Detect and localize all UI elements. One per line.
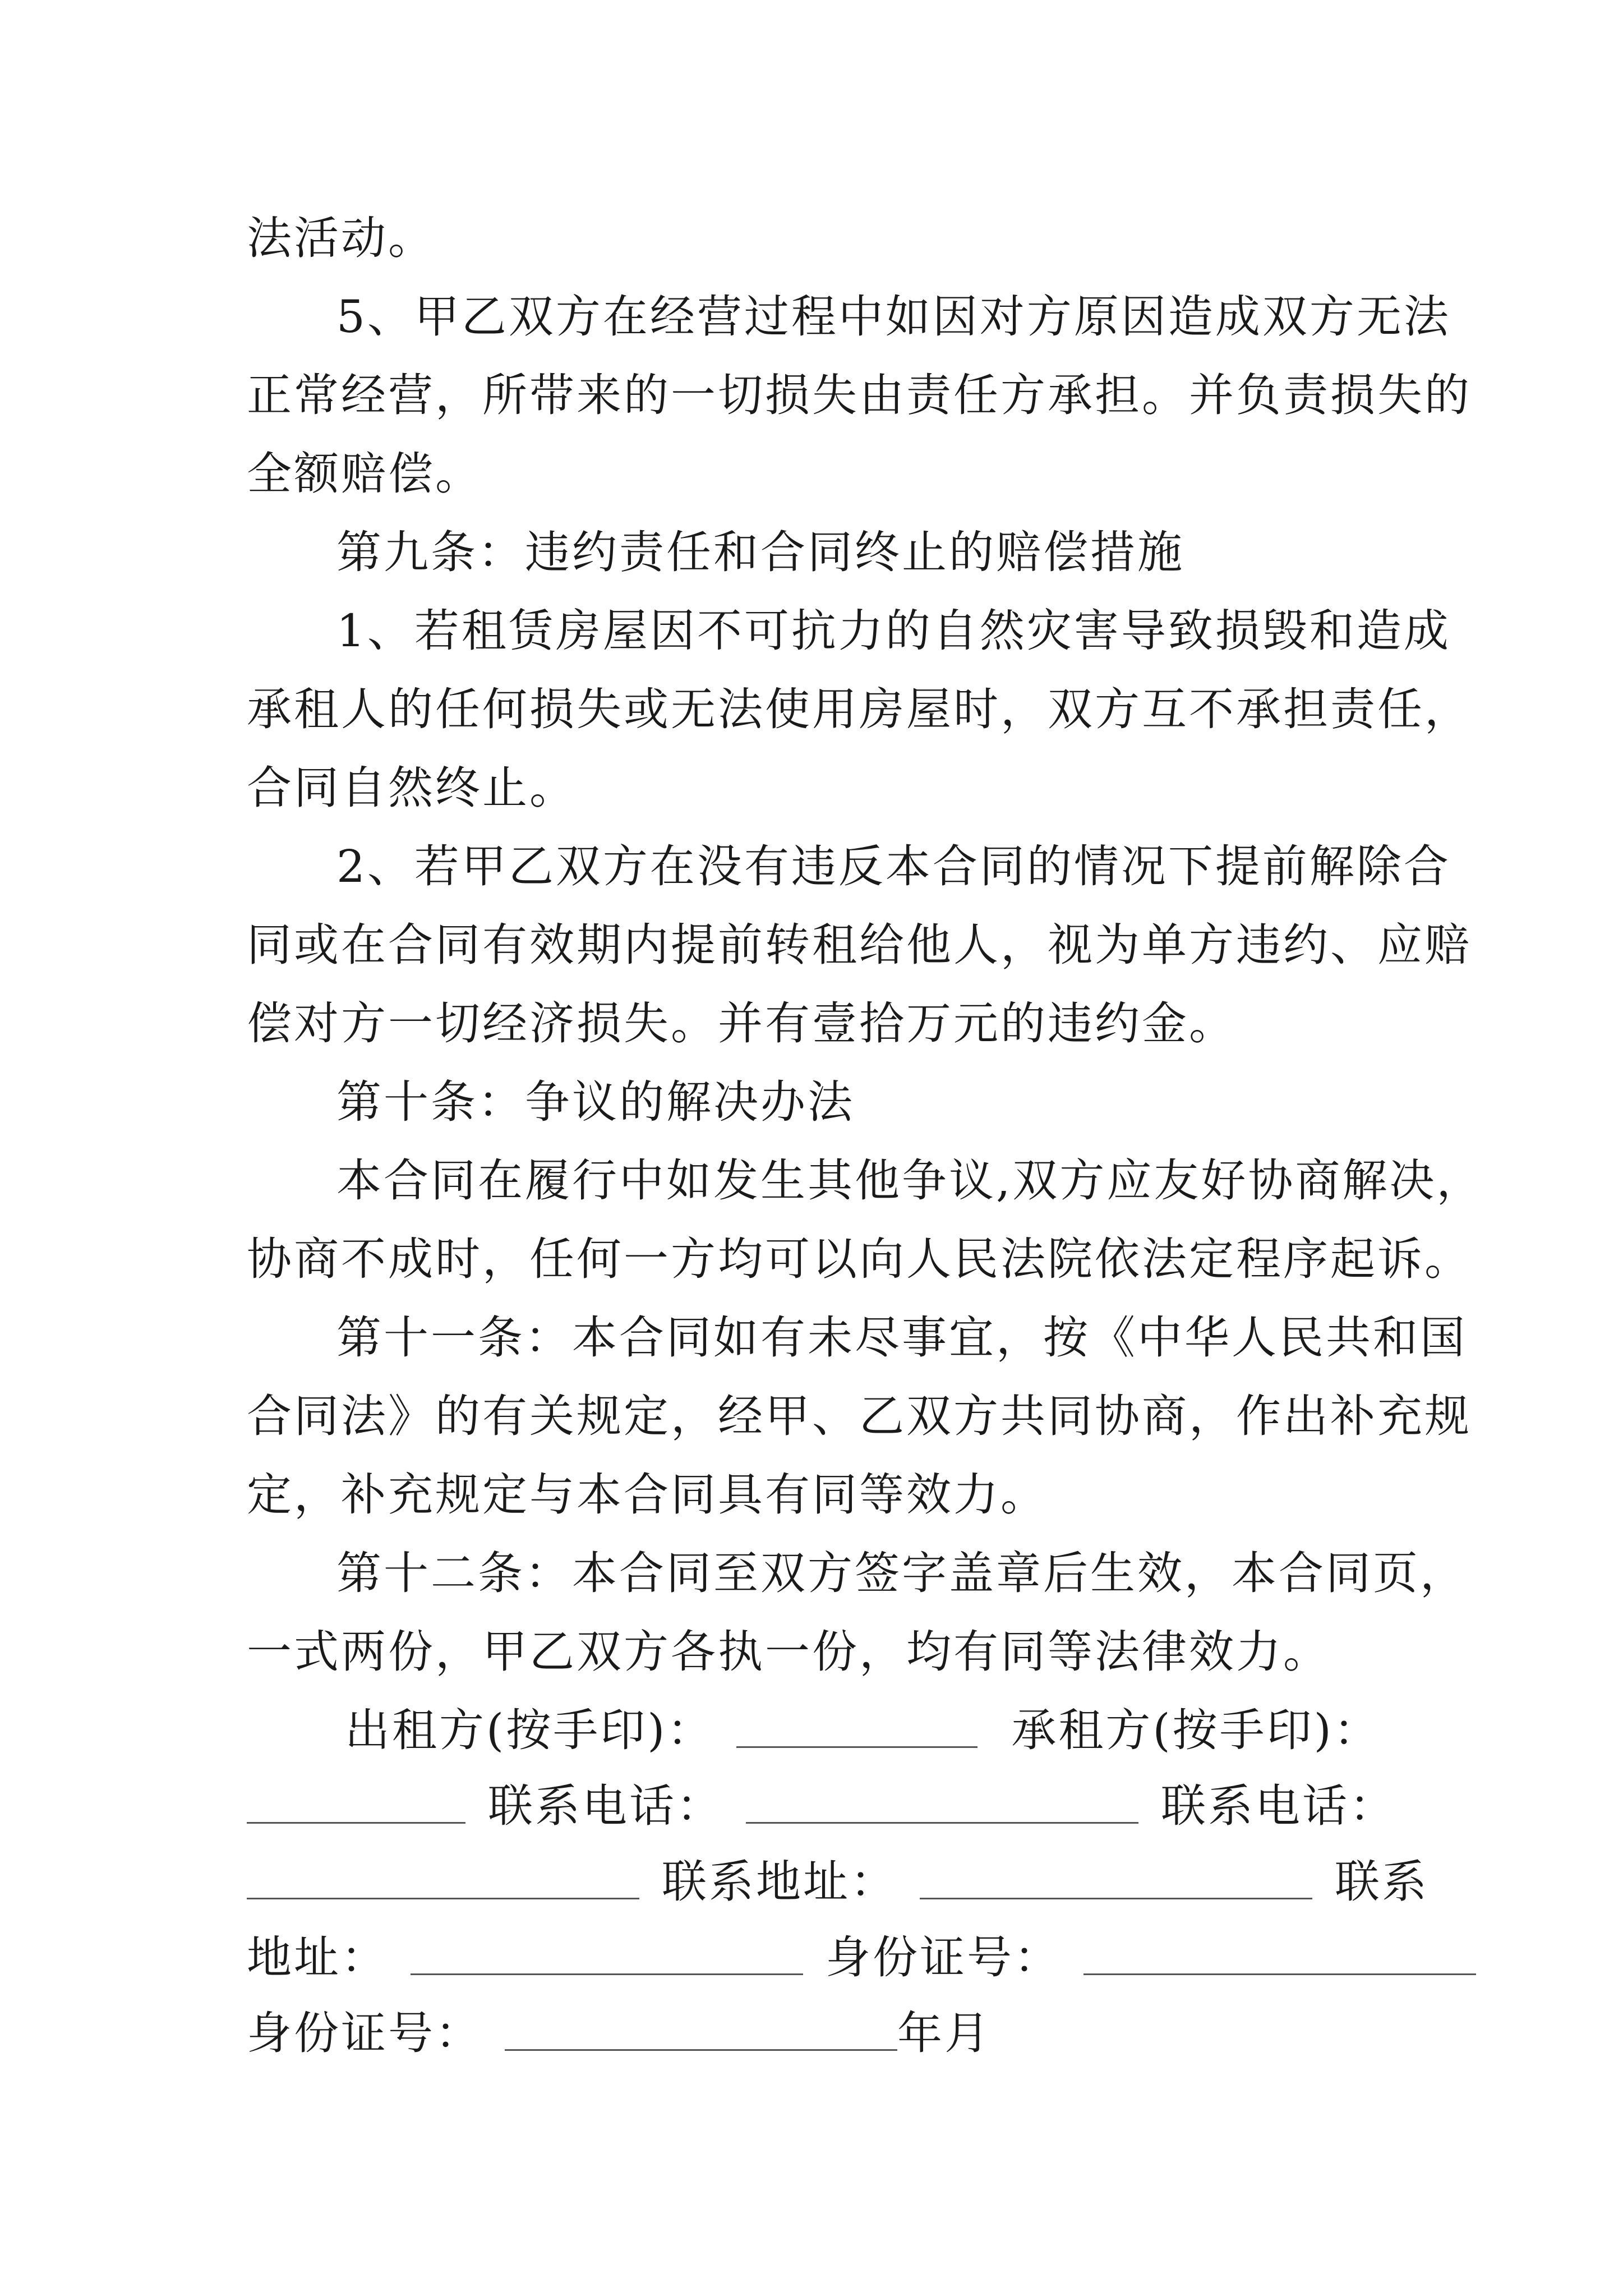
lessee-signature-blank[interactable]	[247, 1783, 465, 1824]
article-9-item-1-line-2: 承租人的任何损失或无法使用房屋时，双方互不承担责任，	[247, 683, 1472, 735]
lessor-address-label: 联系地址：	[662, 1856, 897, 1908]
lessor-phone-blank[interactable]	[746, 1783, 1138, 1824]
signature-row-1	[345, 1703, 1380, 1759]
article-12-line-2: 一式两份，甲乙双方各执一份，均有同等法律效力。	[247, 1626, 1330, 1678]
signature-row-2	[247, 1778, 1396, 1834]
lessee-address-label-part2: 地址：	[247, 1931, 388, 1984]
lessee-phone-label: 联系电话：	[1161, 1780, 1396, 1832]
article-10-heading: 第十条：争议的解决办法	[336, 1076, 855, 1128]
lessor-phone-label: 联系电话：	[488, 1780, 723, 1832]
lessee-address-label-part1: 联系	[1335, 1856, 1429, 1908]
lessor-signature-blank[interactable]	[736, 1707, 978, 1748]
article-9-heading: 第九条：违约责任和合同终止的赔偿措施	[336, 526, 1184, 578]
article-9-item-1-line-3: 合同自然终止。	[247, 762, 577, 814]
article-11-line-1: 第十一条：本合同如有未尽事宜，按《中华人民共和国	[336, 1312, 1467, 1364]
clause-5-line-1: 5、甲乙双方在经营过程中如因对方原因造成双方无法	[336, 291, 1451, 343]
article-9-item-2-line-3: 偿对方一切经济损失。并有壹拾万元的违约金。	[247, 997, 1236, 1050]
clause-5-line-2: 正常经营，所带来的一切损失由责任方承担。并负责损失的	[247, 369, 1472, 421]
article-9-item-2-line-1: 2、若甲乙双方在没有违反本合同的情况下提前解除合	[336, 840, 1451, 892]
signature-row-5	[247, 2005, 1380, 2062]
signature-row-3	[247, 1854, 1429, 1910]
article-10-line-1: 本合同在履行中如发生其他争议,双方应友好协商解决，	[336, 1154, 1484, 1207]
lessor-label: 出租方(按手印)：	[345, 1704, 714, 1756]
date-label: 年月	[897, 2007, 992, 2059]
lessee-label: 承租方(按手印)：	[1011, 1704, 1381, 1756]
article-11-line-2: 合同法》的有关规定，经甲、乙双方共同协商，作出补充规	[247, 1390, 1472, 1442]
paragraph-line-1: 法活动。	[247, 212, 435, 264]
lessee-id-label: 身份证号：	[247, 2007, 482, 2059]
clause-5-line-3: 全额赔偿。	[247, 448, 482, 500]
article-9-item-1-line-1: 1、若租赁房屋因不可抗力的自然灾害导致损毁和造成	[336, 605, 1451, 657]
lessor-address-blank[interactable]	[920, 1858, 1312, 1899]
lessee-id-blank[interactable]	[505, 2010, 897, 2051]
lessee-address-blank[interactable]	[411, 1934, 803, 1975]
article-12-line-1: 第十二条：本合同至双方签字盖章后生效，本合同页，	[336, 1547, 1467, 1599]
lessee-phone-blank[interactable]	[247, 1858, 639, 1899]
signature-row-4	[247, 1930, 1380, 1986]
article-9-item-2-line-2: 同或在合同有效期内提前转租给他人，视为单方违约、应赔	[247, 919, 1472, 971]
lessor-id-label: 身份证号：	[826, 1931, 1061, 1984]
article-11-line-3: 定，补充规定与本合同具有同等效力。	[247, 1469, 1048, 1521]
article-10-line-2: 协商不成时，任何一方均可以向人民法院依法定程序起诉。	[247, 1233, 1472, 1285]
lessor-id-blank[interactable]	[1083, 1934, 1476, 1975]
